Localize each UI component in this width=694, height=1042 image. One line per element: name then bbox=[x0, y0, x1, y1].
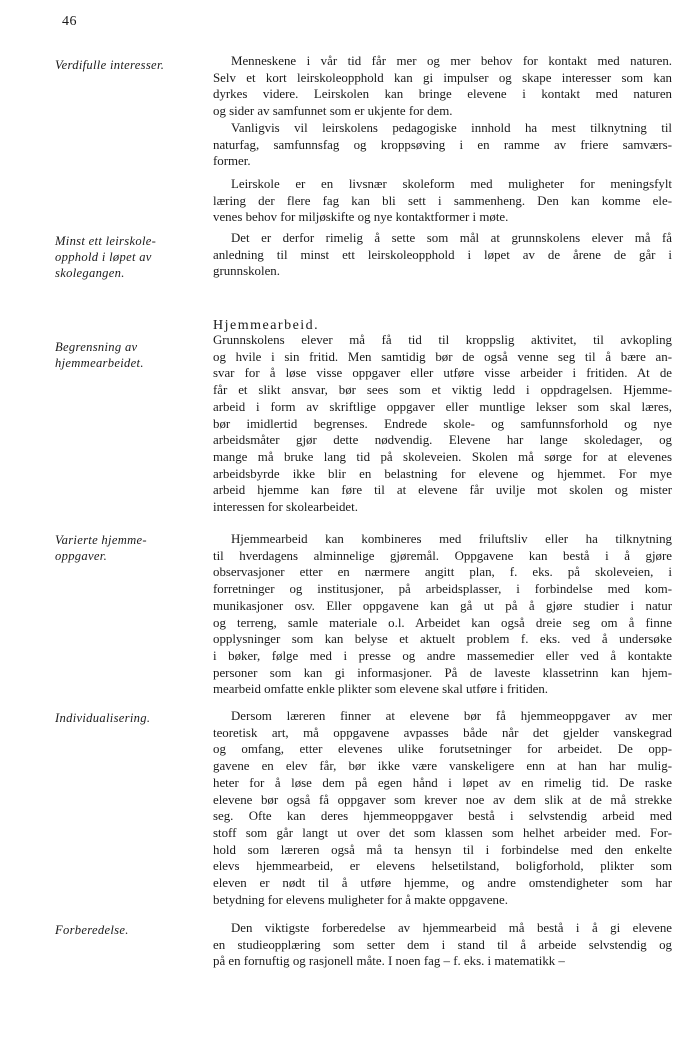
text-line: i bøker, følge med i presse og andre massemedier eller ved å kontakte bbox=[213, 648, 672, 663]
text-line: heter for å løse dem på egen hånd i løpet av en rimelig tid. De raske bbox=[213, 775, 672, 790]
text-line: Hjemmearbeid kan kombineres med friluftsliv eller ha tilknytning bbox=[231, 532, 672, 546]
margin-note bbox=[55, 710, 190, 726]
text-line: Vanligvis vil leirskolens pedagogiske innhold ha mest tilknytning til bbox=[231, 121, 672, 135]
text-line: stoff som går langt ut over det som klassen som helhet arbeider med. For- bbox=[213, 825, 672, 840]
text-line: seg. Ofte kan deres hjemmeoppgaver bestå i selvstendig arbeid med bbox=[213, 809, 672, 824]
text-line: til hverdagens alminnelige gjøremål. Oppgavene kan bestå i å gjøre bbox=[213, 548, 672, 563]
text-line: og terreng, samle materiale o.l. Arbeidet kan også dreie seg om å finne bbox=[213, 615, 672, 630]
text-line: former. bbox=[213, 154, 251, 169]
margin-note-line: Forberedelse. bbox=[55, 923, 129, 937]
text-line: Menneskene i vår tid får mer og mer behov for kontakt med naturen. bbox=[231, 54, 672, 68]
paragraph bbox=[213, 176, 672, 226]
paragraph bbox=[213, 708, 672, 908]
text-line: en studieopplæring som setter dem i stand til å arbeide selvstendig og bbox=[213, 937, 672, 952]
text-line: og hvile i sin fritid. Men samtidig bør de også venne seg til å bære an- bbox=[213, 349, 672, 364]
paragraph bbox=[213, 920, 672, 970]
text-line: mearbeid omfatte enkle plikter som elevene skal utføre i fritiden. bbox=[213, 682, 549, 697]
text-line: svar for å løse visse oppgaver eller utføre visse arbeider i fritiden. At de bbox=[213, 366, 672, 381]
text-line: på en fornuftig og rasjonell måte. I noen fag – f. eks. i matematikk – bbox=[213, 954, 565, 969]
paragraph bbox=[213, 53, 672, 120]
margin-note bbox=[55, 532, 190, 564]
text-line: opplysninger som kan belyse et aktuelt problem f. eks. ved å undersøke bbox=[213, 632, 672, 647]
text-line: Det er derfor rimelig å sette som mål at grunnskolens elever må få bbox=[231, 231, 672, 245]
text-line: elevs hjemmearbeid, er elevens helsetilstand, boligforhold, plikter som bbox=[213, 859, 672, 874]
margin-note-line: Begrensning av bbox=[55, 340, 138, 354]
margin-note-line: Varierte hjemme- bbox=[55, 533, 147, 547]
text-line: Selv et kort leirskoleopphold kan gi impulser og skape interesser som kan bbox=[213, 70, 672, 85]
text-line: forretninger og institusjoner, på arbeidsplasser, i forbindelse med kom- bbox=[213, 582, 672, 597]
text-line: og omfang, etter elevenes ulike forutsetninger for arbeidet. De opp- bbox=[213, 742, 672, 757]
text-line: hold som læreren også må ta hensyn til i forbindelse med den enkelte bbox=[213, 842, 672, 857]
text-line: Leirskole er en livsnær skoleform med muligheter for meningsfylt bbox=[231, 177, 672, 191]
margin-note-line: opphold i løpet av bbox=[55, 250, 152, 264]
text-line: gavene en elev får, bør ikke være vanskeligere enn at han har mulig- bbox=[213, 759, 672, 774]
section-heading: Hjemmearbeid. bbox=[213, 318, 320, 333]
text-line: bør imidlertid begrenses. Endrede skole- og samfunnsforhold og nye bbox=[213, 416, 672, 431]
margin-note bbox=[55, 922, 190, 938]
margin-note-line: hjemmearbeidet. bbox=[55, 356, 144, 370]
text-line: og sider av samfunnet som er ukjente for dem. bbox=[213, 104, 453, 119]
text-line: arbeid i form av skriftlige oppgaver eller muntlige lekser som skal læres, bbox=[213, 399, 672, 414]
paragraph bbox=[213, 230, 672, 280]
text-line: får et slikt ansvar, bør sees som et viktig ledd i oppdragelsen. Hjemme- bbox=[213, 383, 672, 398]
page-number: 46 bbox=[62, 14, 77, 29]
text-line: betydning for elevens muligheter for å makte oppgavene. bbox=[213, 892, 508, 907]
text-line: munikasjoner osv. Eller oppgavene kan gå ut på å gjøre studier i natur bbox=[213, 598, 672, 613]
text-line: elevene bør også få oppgaver som krever noe av dem slik at de må strekke bbox=[213, 792, 672, 807]
text-line: Dersom læreren finner at elevene bør få hjemmeoppgaver av mer bbox=[231, 709, 672, 723]
text-line: anledning til minst ett leirskoleopphold i løpet av de årene de går i bbox=[213, 247, 672, 262]
text-line: arbeid hjemme kan føre til at elevene får uvilje mot skolen og mister bbox=[213, 483, 672, 498]
margin-note-line: oppgaver. bbox=[55, 549, 108, 563]
text-line: naturfag, samfunnsfag og kroppsøving i en ramme av friere samværs- bbox=[213, 137, 672, 152]
margin-note bbox=[55, 233, 190, 281]
text-line: dyrkes videre. Leirskolen kan bringe elevene i kontakt med naturen bbox=[213, 87, 672, 102]
text-line: Den viktigste forberedelse av hjemmearbeid må bestå i å gi elevene bbox=[231, 921, 672, 935]
margin-note-line: Individualisering. bbox=[55, 711, 151, 725]
text-line: mange må bruke lang tid på skoleveien. Skolen må sørge for at elevenes bbox=[213, 449, 672, 464]
text-line: Grunnskolens elever må få tid til kroppslig aktivitet, til avkopling bbox=[213, 333, 672, 347]
text-line: arbeidsmåter gjør dette nødvendig. Elevene har lange skoledager, og bbox=[213, 433, 672, 448]
paragraph bbox=[213, 120, 672, 170]
margin-note bbox=[55, 57, 190, 73]
text-line: observasjoner etter en nærmere angitt plan, f. eks. på skoleveien, i bbox=[213, 565, 672, 580]
text-line: læring der flere fag kan bli sett i sammenheng. Den kan komme ele- bbox=[213, 193, 672, 208]
text-line: personer som kan gi informasjoner. På de laveste klassetrinn kan hjem- bbox=[213, 665, 672, 680]
margin-note bbox=[55, 339, 190, 371]
text-line: teoretisk art, må oppgavene avpasses både når det gjelder vanskegrad bbox=[213, 725, 672, 740]
text-line: eleven er nødt til å utføre hjemme, og andre omstendigheter som har bbox=[213, 876, 672, 891]
margin-note-line: skolegangen. bbox=[55, 266, 125, 280]
margin-note-line: Minst ett leirskole- bbox=[55, 234, 157, 248]
text-line: interessen for skolearbeidet. bbox=[213, 500, 358, 515]
text-line: arbeidsbyrde ikke blir en belastning for elevene og hjemmet. For mye bbox=[213, 466, 672, 481]
text-line: venes behov for miljøskifte og nye kontaktformer i møte. bbox=[213, 210, 509, 225]
margin-note-line: Verdifulle interesser. bbox=[55, 58, 165, 72]
paragraph bbox=[213, 531, 672, 698]
paragraph bbox=[213, 332, 672, 516]
text-line: grunnskolen. bbox=[213, 264, 280, 279]
